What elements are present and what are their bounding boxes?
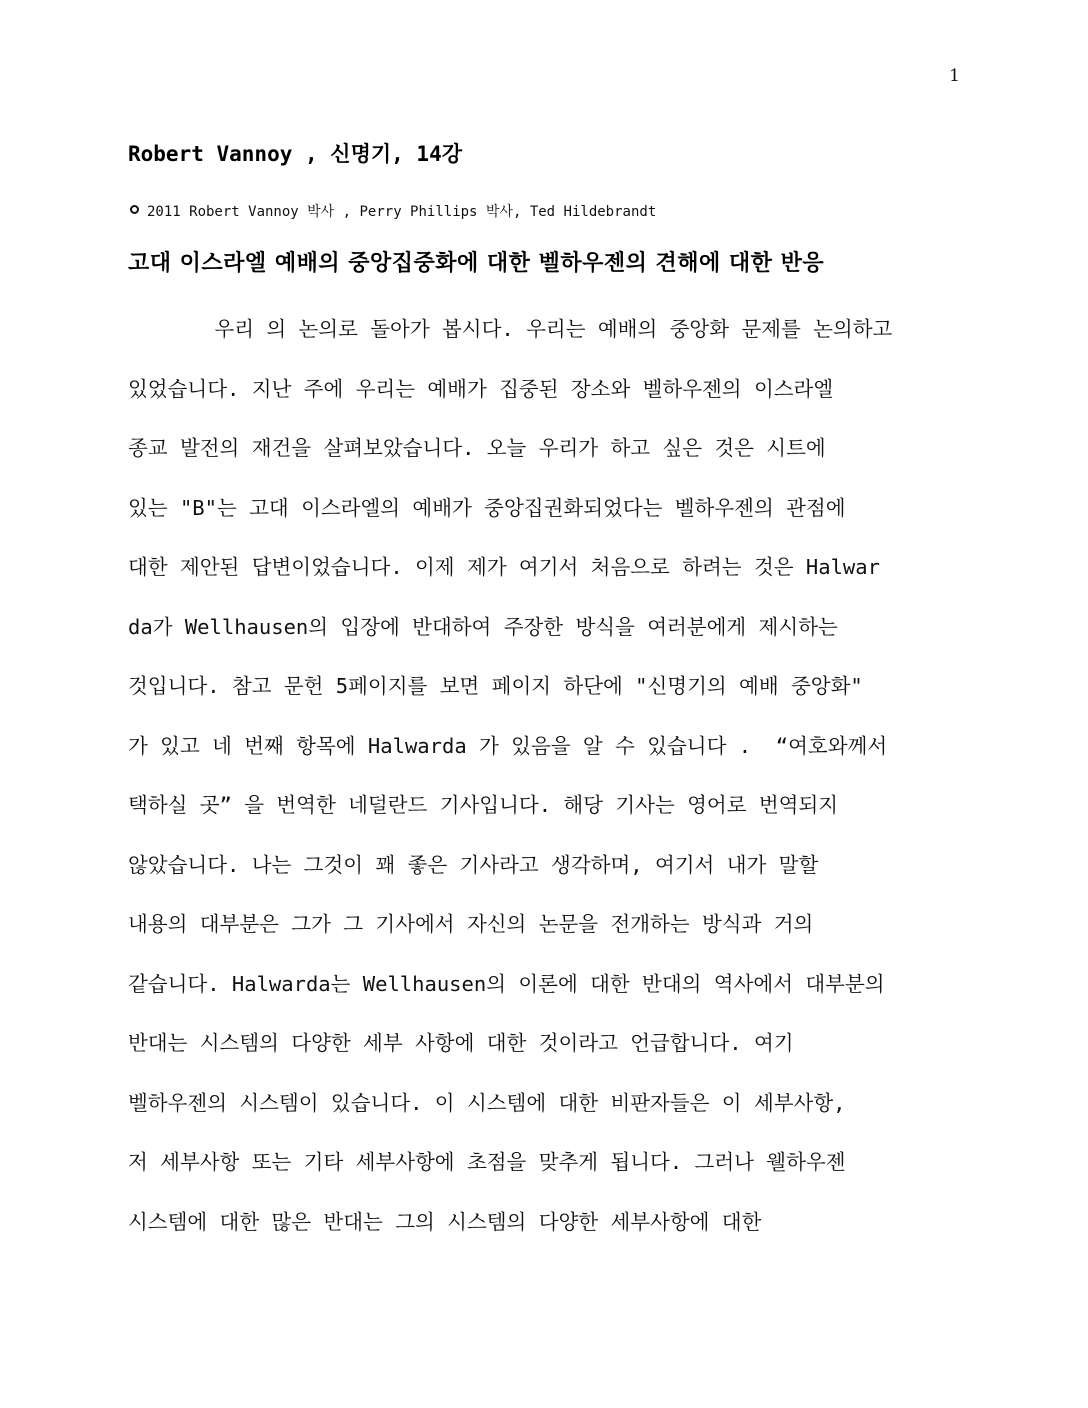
- copyright-text: 2011 Robert Vannoy 박사 , Perry Phillips 박사, Ted Hildebrandt: [147, 204, 657, 220]
- body-line: 가 있고 네 번째 항목에 Halwarda 가 있음을 알 수 있습니다 . “여호와께서: [128, 733, 888, 758]
- body-line: 저 세부사항 또는 기타 세부사항에 초점을 맞추게 됩니다. 그러나 웰하우젠: [128, 1150, 846, 1174]
- copyright-symbol-icon: [130, 205, 139, 214]
- body-line: 우리 의 논의로 돌아가 봅시다. 우리는 예배의 중앙화 문제를 논의하고: [128, 317, 893, 341]
- body-line: 같습니다. Halwarda는 Wellhausen의 이론에 대한 반대의 역사에서 대부분의: [128, 971, 885, 996]
- body-line: 대한 제안된 답변이었습니다. 이제 제가 여기서 처음으로 하려는 것은 Halwar: [128, 555, 880, 579]
- copyright-line: [130, 201, 656, 221]
- body-line: 벨하우젠의 시스템이 있습니다. 이 시스템에 대한 비판자들은 이 세부사항,: [128, 1090, 846, 1115]
- body-line: 택하실 곳” 을 번역한 네덜란드 기사입니다. 해당 기사는 영어로 번역되지: [128, 793, 839, 817]
- body-line: 시스템에 대한 많은 반대는 그의 시스템의 다양한 세부사항에 대한: [128, 1209, 762, 1234]
- body-line: 종교 발전의 재건을 살펴보았습니다. 오늘 우리가 하고 싶은 것은 시트에: [128, 436, 826, 460]
- body-paragraph: [128, 300, 968, 1252]
- page-number: 1: [949, 66, 960, 86]
- body-line: 있었습니다. 지난 주에 우리는 예배가 집중된 장소와 벨하우젠의 이스라엘: [128, 376, 834, 401]
- body-line: 있는 "B"는 고대 이스라엘의 예배가 중앙집권화되었다는 벨하우젠의 관점에: [128, 495, 846, 520]
- body-line: da가 Wellhausen의 입장에 반대하여 주장한 방식을 여러분에게 제시하는: [128, 614, 838, 639]
- document-title: Robert Vannoy , 신명기, 14강: [128, 142, 463, 166]
- body-line: 반대는 시스템의 다양한 세부 사항에 대한 것이라고 언급합니다. 여기: [128, 1031, 794, 1055]
- body-line: 내용의 대부분은 그가 그 기사에서 자신의 논문을 전개하는 방식과 거의: [128, 912, 814, 936]
- section-heading: 고대 이스라엘 예배의 중앙집중화에 대한 벨하우젠의 견해에 대한 반응: [128, 251, 825, 276]
- body-line: 것입니다. 참고 문헌 5페이지를 보면 페이지 하단에 "신명기의 예배 중앙화": [128, 674, 863, 698]
- body-line: 않았습니다. 나는 그것이 꽤 좋은 기사라고 생각하며, 여기서 내가 말할: [128, 852, 819, 877]
